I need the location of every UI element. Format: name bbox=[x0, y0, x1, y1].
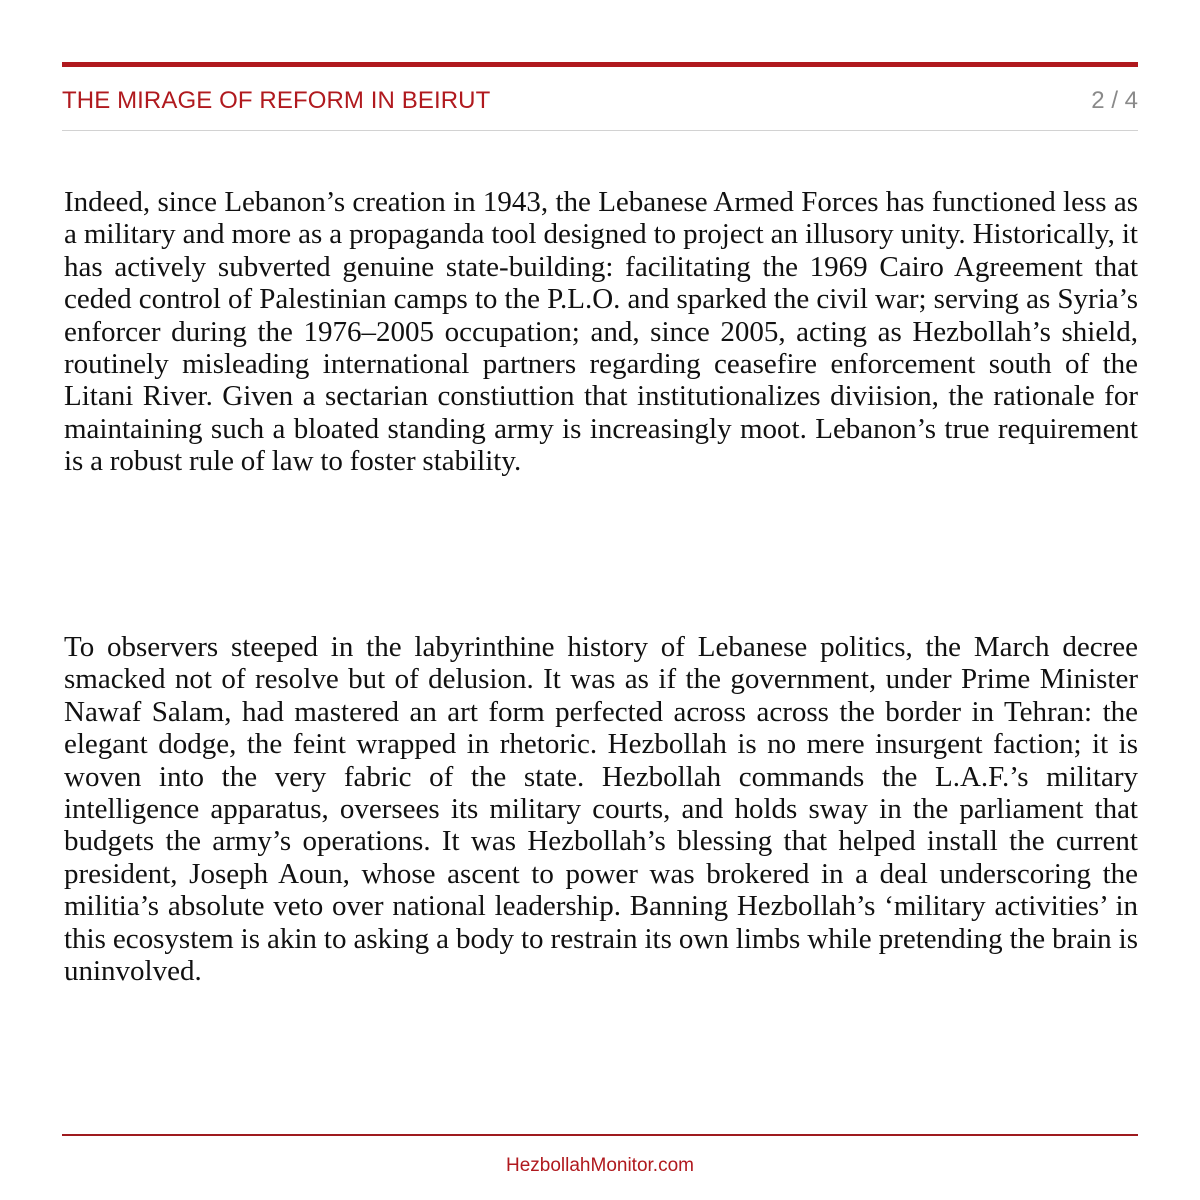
header-divider bbox=[62, 130, 1138, 131]
article-paragraph-1: Indeed, since Lebanon’s creation in 1943, the Lebanese Armed Forces has functioned less as a military and more as a propaganda tool designed to project an illusory unity. Historically, it has actively subverted genuine state-building: facilitating the 1969 Cairo Agreement that ceded control of Palestinian camps to the P.L.O. and sparked the civil war; serving as Syria’s enforcer during the 1976–2005 occupation; and, since 2005, acting as Hezbollah’s shield, routinely misleading international partners regarding ceasefire enforcement south of the Litani River. Given a sectarian constiuttion that institutionalizes diviision, the rationale for maintaining such a bloated standing army is increasingly moot. Lebanon’s true requirement is a robust rule of law to foster stability. bbox=[64, 186, 1138, 478]
article-section-title: THE MIRAGE OF REFORM IN BEIRUT bbox=[62, 87, 491, 114]
article-paragraph-2: To observers steeped in the labyrinthine history of Lebanese politics, the March decree smacked not of resolve but of delusion. It was as if the government, under Prime Minister Nawaf Salam, had mastered an art form perfected across across the border in Tehran: the elegant dodge, the feint wrapped in rhetoric. Hezbollah is no mere insurgent faction; it is woven into the very fabric of the state. Hezbollah commands the L.A.F.’s military intelligence apparatus, oversees its military courts, and holds sway in the parliament that budgets the army’s operations. It was Hezbollah’s blessing that helped install the current president, Joseph Aoun, whose ascent to power was brokered in a deal underscoring the militia’s absolute veto over national leadership. Banning Hezbollah’s ‘military activities’ in this ecosystem is akin to asking a body to restrain its own limbs while pretending the brain is uninvolved. bbox=[64, 631, 1138, 988]
footer-site-link[interactable]: HezbollahMonitor.com bbox=[506, 1155, 694, 1176]
page-indicator: 2 / 4 bbox=[1091, 87, 1138, 114]
footer-rule bbox=[62, 1134, 1138, 1136]
top-accent-rule bbox=[62, 62, 1138, 67]
